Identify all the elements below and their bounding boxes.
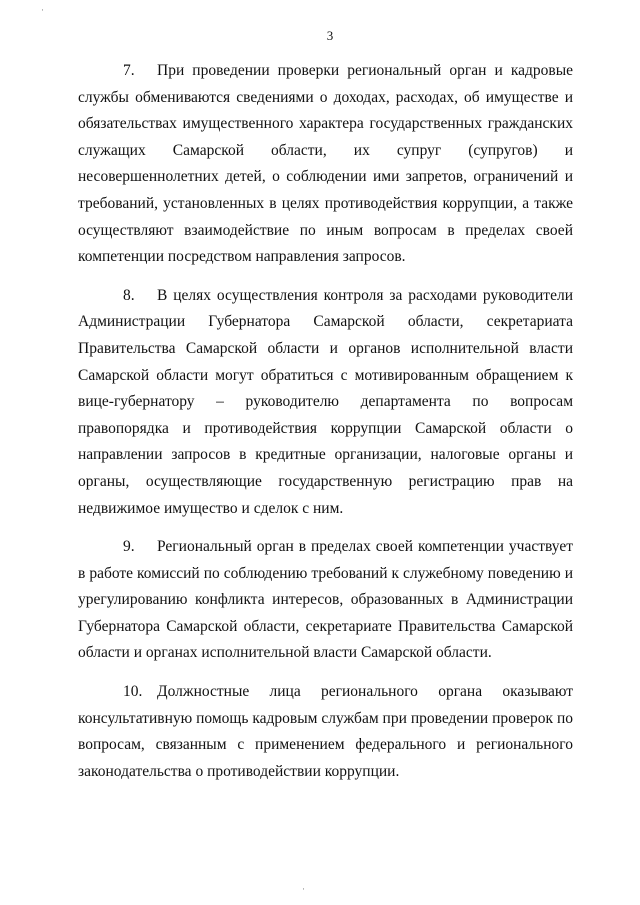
- paragraph-10: [78, 679, 573, 785]
- paragraph-9: [78, 534, 573, 667]
- paragraph-text: В целях осуществления контроля за расходами руководители Администрации Губернатора Самарской области, секретариата Правительства Самарской области и органов исполнительной власти Самарской области могут обратиться с мотивированным обращением к вице-губернатору – руководителю департамента по вопросам правопорядка и противодействия коррупции Самарской области о направлении запросов в кредитные организации, налоговые органы и органы, осуществляющие государственную регистрацию прав на недвижимое имущество и сделок с ним.: [78, 286, 573, 517]
- paragraph-number: 10.: [123, 683, 143, 701]
- paragraph-7: [78, 58, 573, 271]
- paragraph-number: 8.: [123, 286, 135, 304]
- document-body: [78, 58, 573, 797]
- paragraph-8: [78, 283, 573, 522]
- scan-artifact-mark: ·: [41, 5, 44, 15]
- paragraph-text: Должностные лица регионального органа оказывают консультативную помощь кадровым службам при проведении проверок по вопросам, связанным с применением федерального и регионального законодательства о противодействии коррупции.: [78, 683, 573, 780]
- paragraph-number: 9.: [123, 538, 135, 556]
- paragraph-text: Региональный орган в пределах своей компетенции участвует в работе комиссий по соблюдению требований к служебному поведению и урегулированию конфликта интересов, образованных в Администрации Губернатора Самарской области, секретариате Правительства Самарской области и органах исполнительной власти Самарской области.: [78, 538, 573, 662]
- page-number: 3: [326, 28, 334, 43]
- scan-artifact-dot: ·: [302, 884, 305, 894]
- paragraph-number: 7.: [123, 62, 135, 79]
- paragraph-text: При проведении проверки региональный орган и кадровые службы обмениваются сведениями о доходах, расходах, об имуществе и обязательствах имущественного характера государственных гражданских служащих Самарской области, их супруг (супругов) и несовершеннолетних детей, о соблюдении ими запретов, ограничений и требований, установленных в целях противодействия коррупции, а также осуществляют взаимодействие по иным вопросам в пределах своей компетенции посредством направления запросов.: [78, 62, 573, 266]
